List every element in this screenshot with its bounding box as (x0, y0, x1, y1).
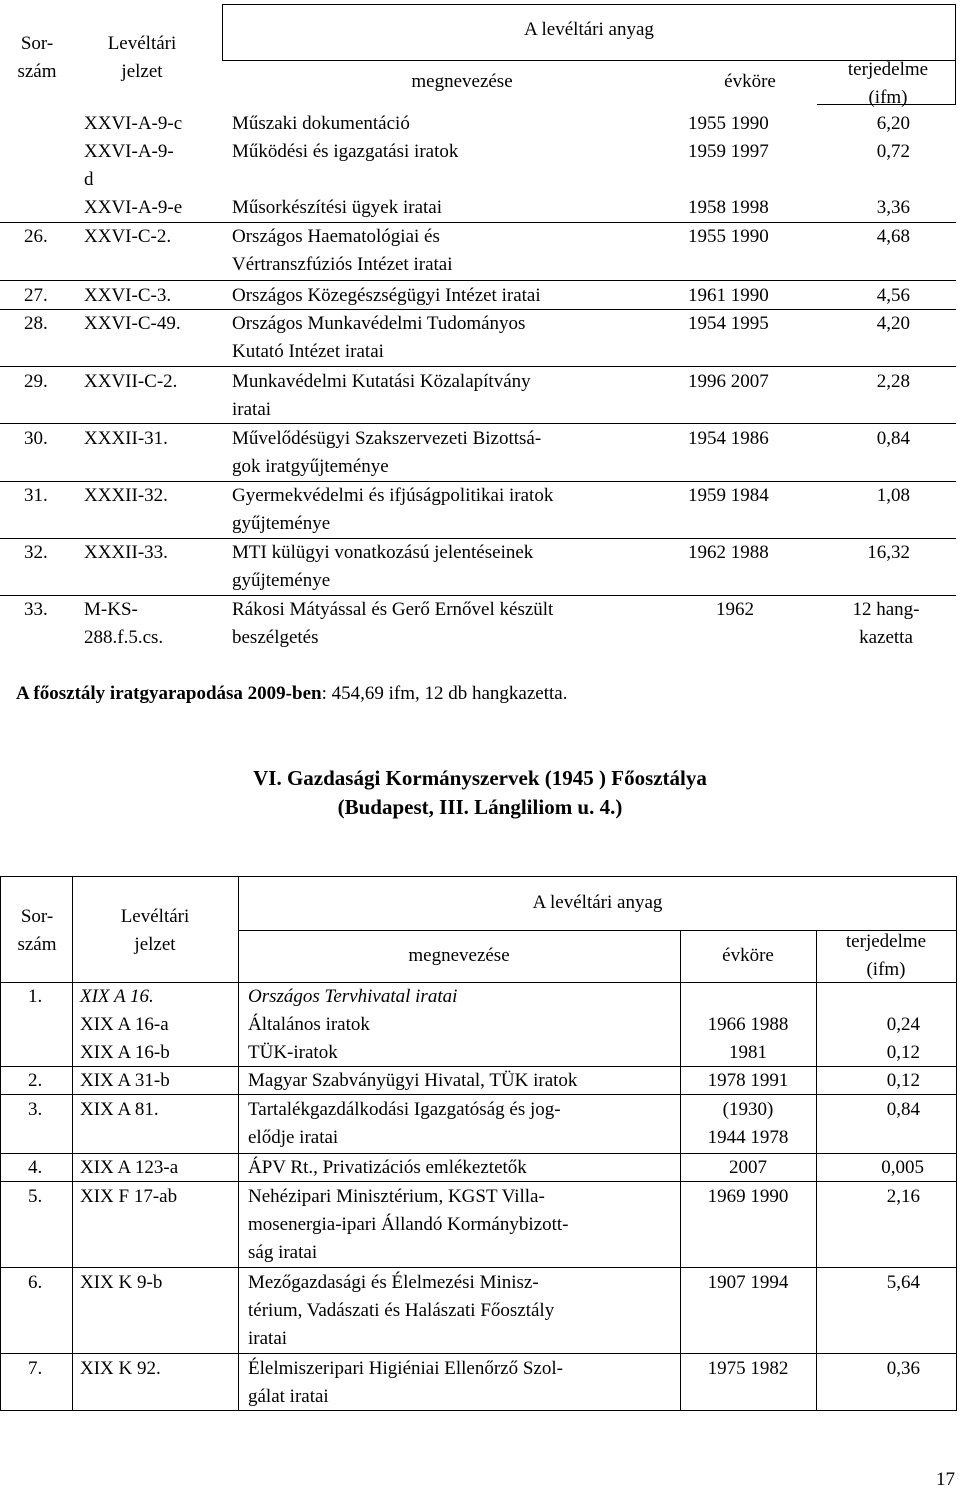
extent-cell: 12 hang- (852, 599, 920, 620)
name-cell-cont: iratai (248, 1328, 288, 1349)
num-cell: 6. (28, 1272, 43, 1293)
name-cell: Rákosi Mátyással és Gerő Ernővel készült (232, 599, 554, 620)
code-cell: XIX A 16-b (80, 1042, 170, 1063)
extent-cell: 2,16 (886, 1186, 920, 1207)
name-cell-cont: mosenergia-ipari Állandó Kormánybizott- (248, 1214, 569, 1235)
years-cell: 1955 1990 (688, 226, 769, 247)
extent-cell: 2,28 (876, 371, 910, 392)
num-cell: 1. (28, 986, 43, 1007)
name-cell: ÁPV Rt., Privatizációs emlékeztetők (248, 1157, 527, 1178)
num-cell: 4. (28, 1157, 43, 1178)
code-cell: XIX A 16. (80, 986, 154, 1007)
name-cell: Magyar Szabványügyi Hivatal, TÜK iratok (248, 1070, 578, 1091)
years-cell: 1955 1990 (688, 113, 769, 134)
name-cell-cont: iratai (232, 399, 272, 420)
years-cell: 1981 (729, 1042, 767, 1063)
code-cell-cont: 288.f.5.cs. (84, 627, 164, 648)
name-cell: Tartalékgazdálkodási Igazgatóság és jog- (248, 1099, 561, 1120)
extent-cell: 0,24 (886, 1014, 920, 1035)
extent-cell: 0,12 (886, 1042, 920, 1063)
name-cell-cont: térium, Vadászati és Halászati Főosztály (248, 1300, 555, 1321)
code-cell: XXXII-32. (84, 485, 168, 506)
name-cell-cont: beszélgetés (232, 627, 319, 648)
extent-cell: 16,32 (867, 542, 910, 563)
code-cell: XIX F 17-ab (80, 1186, 178, 1207)
years-cell: 1954 1995 (688, 313, 769, 334)
years-cell: 1959 1997 (688, 141, 769, 162)
code-cell: XIX K 92. (80, 1358, 161, 1379)
extent-cell: 0,12 (886, 1070, 920, 1091)
extent-cell: 0,36 (886, 1358, 920, 1379)
num-cell: 5. (28, 1186, 43, 1207)
num-cell: 31. (24, 485, 48, 506)
name-cell: Országos Munkavédelmi Tudományos (232, 313, 526, 334)
num-cell: 33. (24, 599, 48, 620)
extent-cell-cont: kazetta (859, 627, 913, 648)
name-cell: TÜK-iratok (248, 1042, 338, 1063)
header-sorszam: Sor- szám (17, 33, 57, 82)
code-cell: M-KS- (84, 599, 138, 620)
years-cell: 1969 1990 (707, 1186, 789, 1207)
extent-cell: 3,36 (876, 197, 910, 218)
header-megnevezese: megnevezése (411, 71, 513, 92)
name-cell: Általános iratok (248, 1014, 370, 1035)
name-cell: Nehézipari Minisztérium, KGST Villa- (248, 1186, 545, 1207)
extent-cell: 0,84 (886, 1099, 920, 1120)
extent-cell: 4,56 (876, 285, 910, 306)
name-cell: Gyermekvédelmi és ifjúságpolitikai iratok (232, 485, 554, 506)
header-leveltari-jelzet: Levéltári jelzet (107, 33, 177, 82)
header-terjedelme: terjedelme (ifm) (845, 931, 927, 980)
header-leveltari-jelzet: Levéltári jelzet (120, 906, 190, 955)
name-cell-cont: gok iratgyűjteménye (232, 456, 389, 477)
name-cell: Munkavédelmi Kutatási Közalapítvány (232, 371, 531, 392)
years-cell: 1996 2007 (688, 371, 769, 392)
name-cell: Művelődésügyi Szakszervezeti Bizottsá- (232, 428, 542, 449)
num-cell: 29. (24, 371, 48, 392)
header-group: A levéltári anyag (524, 19, 654, 40)
years-cell: 1975 1982 (707, 1358, 789, 1379)
years-cell: 1978 1991 (707, 1070, 789, 1091)
name-cell: Élelmiszeripari Higiéniai Ellenőrző Szol- (248, 1358, 563, 1379)
name-cell: Országos Tervhivatal iratai (248, 986, 458, 1007)
years-cell: (1930) (722, 1099, 774, 1120)
extent-cell: 4,20 (876, 313, 910, 334)
code-cell: XXVI-A-9-c (84, 113, 183, 134)
header-sorszam: Sor- szám (17, 906, 57, 955)
years-cell: 1962 1988 (688, 542, 769, 563)
num-cell: 28. (24, 313, 48, 334)
num-cell: 32. (24, 542, 48, 563)
code-cell: XIX K 9-b (80, 1272, 163, 1293)
code-cell: XXVI-C-49. (84, 313, 181, 334)
code-cell: XXVI-C-3. (84, 285, 172, 306)
years-cell: 1962 (716, 599, 754, 620)
num-cell: 2. (28, 1070, 43, 1091)
header-megnevezese: megnevezése (408, 945, 510, 966)
code-cell: XXXII-31. (84, 428, 168, 449)
header-evkore: évköre (724, 71, 776, 92)
years-cell-cont: 1944 1978 (707, 1127, 789, 1148)
header-evkore: évköre (722, 945, 774, 966)
code-cell: XIX A 31-b (80, 1070, 170, 1091)
name-cell-cont: ság iratai (248, 1242, 318, 1263)
name-cell: Országos Közegészségügyi Intézet iratai (232, 285, 541, 306)
summary-rest: : 454,69 ifm, 12 db hangkazetta. (321, 683, 568, 704)
name-cell: MTI külügyi vonatkozású jelentéseinek (232, 542, 534, 563)
years-cell: 1954 1986 (688, 428, 769, 449)
name-cell-cont: gyűjteménye (232, 570, 331, 591)
name-cell-cont: gálat iratai (248, 1386, 329, 1407)
code-cell: d (84, 169, 94, 190)
code-cell: XXVI-A-9-e (84, 197, 183, 218)
years-cell: 1958 1998 (688, 197, 769, 218)
name-cell: Országos Haematológiai és (232, 226, 440, 247)
extent-cell: 6,20 (876, 113, 910, 134)
extent-cell: 4,68 (876, 226, 910, 247)
code-cell: XXXII-33. (84, 542, 168, 563)
name-cell-cont: elődje iratai (248, 1127, 339, 1148)
num-cell: 26. (24, 226, 48, 247)
header-terjedelme: terjedelme (ifm) (847, 59, 929, 108)
summary-line (16, 680, 567, 708)
code-cell: XXVII-C-2. (84, 371, 178, 392)
summary-bold: A főosztály iratgyarapodása 2009-ben (16, 683, 322, 704)
name-cell: Mezőgazdasági és Élelmezési Minisz- (248, 1272, 539, 1293)
extent-cell: 0,72 (876, 141, 910, 162)
years-cell: 1959 1984 (688, 485, 769, 506)
name-cell: Működési és igazgatási iratok (232, 141, 459, 162)
code-cell: XIX A 81. (80, 1099, 159, 1120)
name-cell-cont: Vértranszfúziós Intézet iratai (232, 254, 453, 275)
code-cell: XIX A 16-a (80, 1014, 169, 1035)
section-title: VI. Gazdasági Kormányszervek (1945 ) Főosztálya (Budapest, III. Lángliliom u. 4.) (253, 766, 707, 819)
code-cell: XXVI-C-2. (84, 226, 172, 247)
extent-cell: 1,08 (876, 485, 910, 506)
page-number: 17 (936, 1469, 955, 1490)
num-cell: 7. (28, 1358, 43, 1379)
num-cell: 3. (28, 1099, 43, 1120)
code-cell: XIX A 123-a (80, 1157, 179, 1178)
num-cell: 30. (24, 428, 48, 449)
name-cell-cont: Kutató Intézet iratai (232, 341, 384, 362)
code-cell: XXVI-A-9- (84, 141, 174, 162)
extent-cell: 5,64 (886, 1272, 920, 1293)
num-cell: 27. (24, 285, 48, 306)
years-cell: 1961 1990 (688, 285, 769, 306)
years-cell: 1966 1988 (707, 1014, 789, 1035)
header-group: A levéltári anyag (532, 892, 663, 913)
name-cell: Műszaki dokumentáció (232, 113, 410, 134)
name-cell-cont: gyűjteménye (232, 513, 331, 534)
name-cell: Műsorkészítési ügyek iratai (232, 197, 443, 218)
years-cell: 2007 (729, 1157, 767, 1178)
extent-cell: 0,005 (881, 1157, 924, 1178)
extent-cell: 0,84 (876, 428, 910, 449)
years-cell: 1907 1994 (707, 1272, 789, 1293)
